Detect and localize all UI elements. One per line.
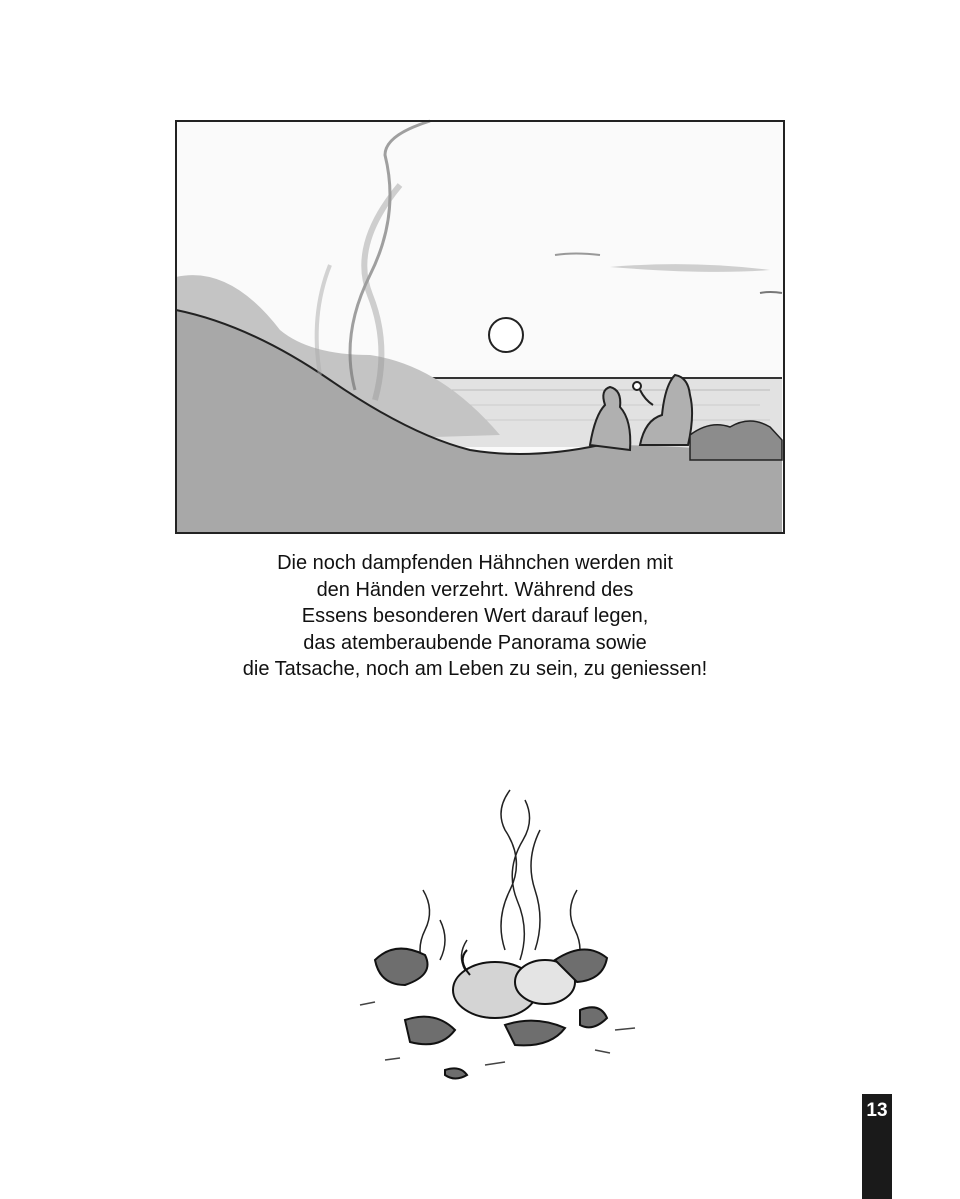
caption-line: die Tatsache, noch am Leben zu sein, zu geniessen!	[242, 658, 708, 680]
page-number: 13	[866, 1100, 888, 1121]
caption-line: das atemberaubende Panorama sowie	[303, 631, 647, 654]
caption-line: Die noch dampfenden Hähnchen werden mit	[277, 552, 673, 574]
rocks	[690, 421, 782, 460]
caption	[150, 550, 800, 683]
page-number-tab	[862, 1094, 892, 1199]
storyboard-panel-beach-meal	[170, 115, 790, 540]
caption-line: den Händen verzehrt. Während des	[316, 578, 634, 601]
steam	[420, 790, 580, 970]
sun	[489, 318, 523, 352]
caption-line: Essens besonderen Wert darauf legen,	[301, 605, 649, 627]
steaming-chicken-illustration	[345, 770, 665, 1090]
